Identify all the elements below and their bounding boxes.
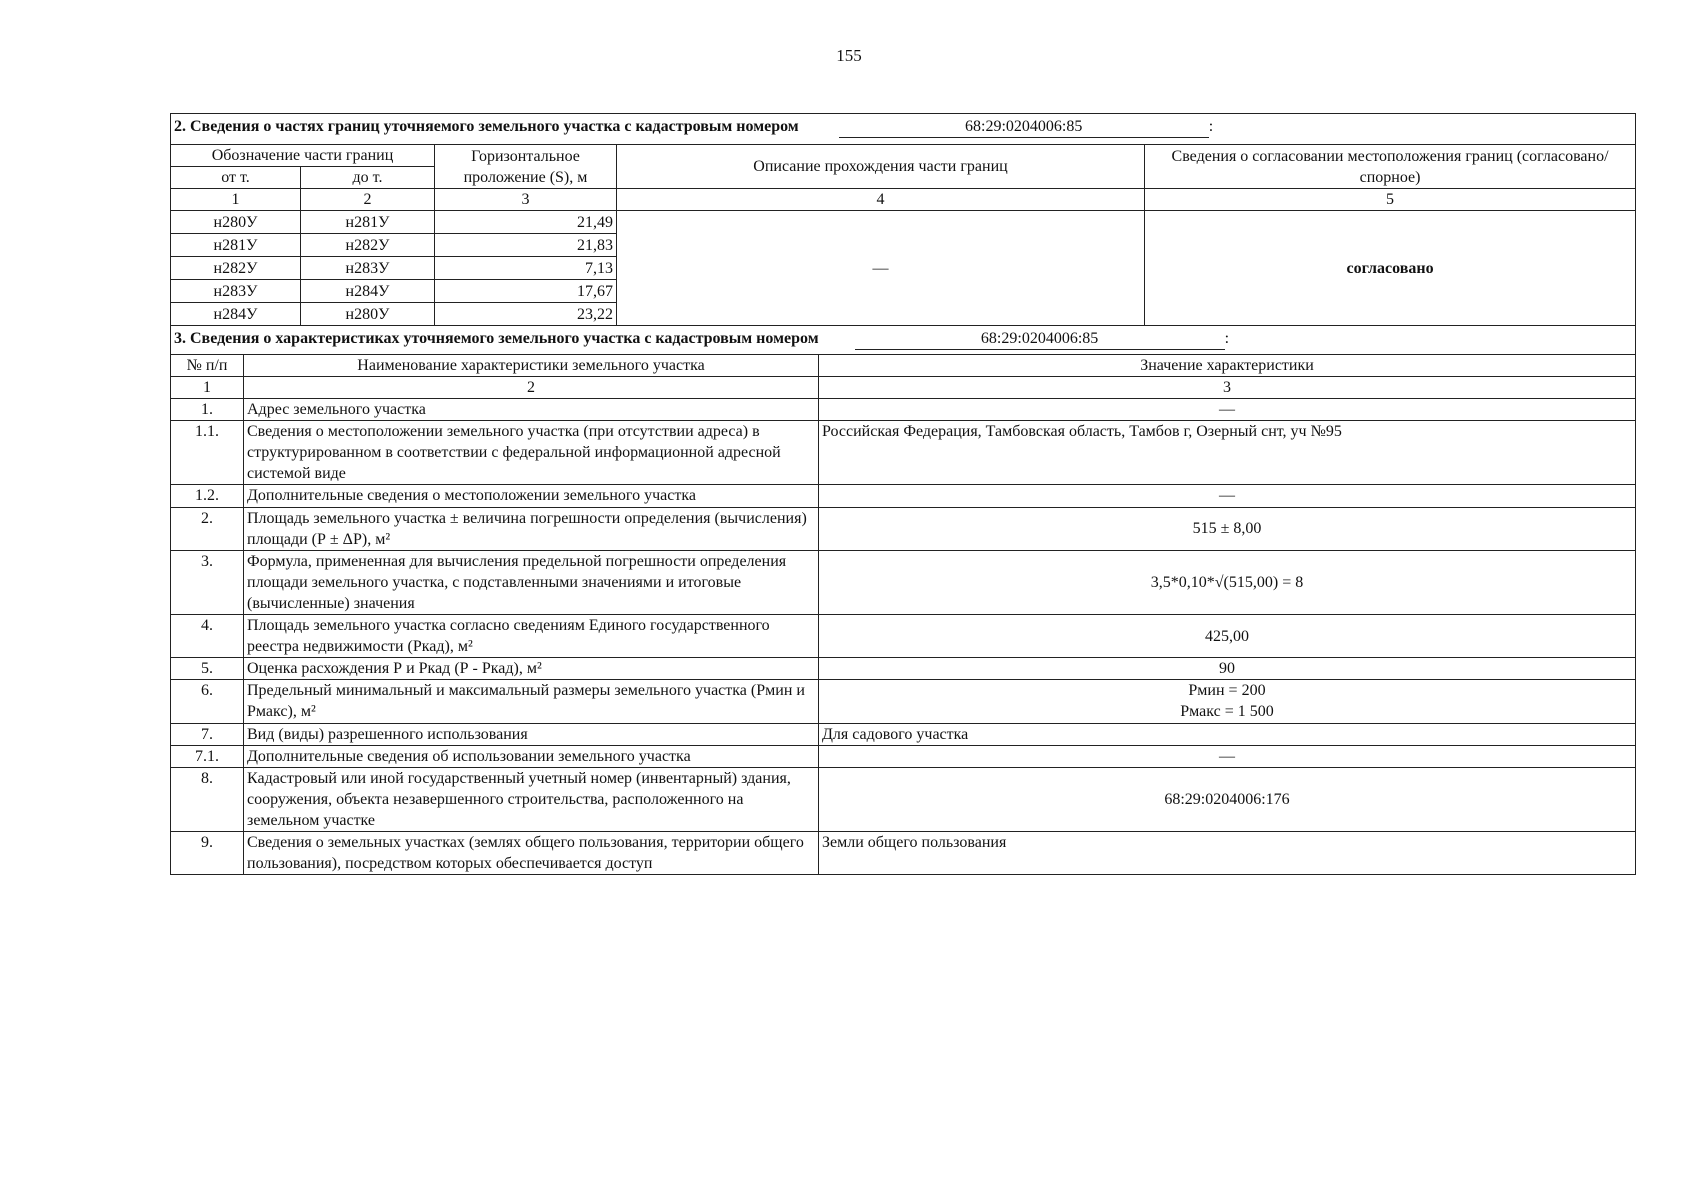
table-row bbox=[171, 211, 1636, 234]
point-from: н282У bbox=[171, 257, 301, 280]
characteristic-name: Площадь земельного участка ± величина погрешности определения (вычисления) площади (Р ± ΔР), м² bbox=[244, 507, 819, 550]
description-value: — bbox=[617, 211, 1145, 326]
point-to: н280У bbox=[301, 303, 435, 326]
characteristic-value: 90 bbox=[819, 658, 1636, 680]
section-2-title-row bbox=[171, 114, 1636, 145]
characteristic-name: Адрес земельного участка bbox=[244, 398, 819, 420]
table-row bbox=[171, 507, 1636, 550]
row-number: 2. bbox=[171, 507, 244, 550]
table-row bbox=[171, 745, 1636, 767]
point-from: н284У bbox=[171, 303, 301, 326]
section-2-header-row-1 bbox=[171, 145, 1636, 167]
page-number: 155 bbox=[836, 46, 862, 65]
point-to: н284У bbox=[301, 280, 435, 303]
characteristic-name: Дополнительные сведения о местоположении земельного участка bbox=[244, 485, 819, 507]
row-number: 1.1. bbox=[171, 421, 244, 485]
header-length: Горизонтальное проложение (S), м bbox=[435, 145, 617, 189]
row-number: 8. bbox=[171, 767, 244, 831]
row-number: 1. bbox=[171, 398, 244, 420]
col-number-4: 4 bbox=[617, 189, 1145, 211]
characteristic-name: Дополнительные сведения об использовании земельного участка bbox=[244, 745, 819, 767]
characteristic-value: Для садового участка bbox=[819, 723, 1636, 745]
length-value: 23,22 bbox=[435, 303, 617, 326]
section-3-column-numbers bbox=[171, 376, 1636, 398]
row-number: 1.2. bbox=[171, 485, 244, 507]
header-parts: Обозначение части границ bbox=[171, 145, 435, 167]
characteristic-value: Земли общего пользования bbox=[819, 832, 1636, 875]
table-row bbox=[171, 723, 1636, 745]
characteristic-value-pair bbox=[819, 680, 1636, 723]
section-2-colon: : bbox=[1208, 118, 1214, 135]
table-row bbox=[171, 550, 1636, 614]
header-value: Значение характеристики bbox=[819, 354, 1636, 376]
characteristic-name: Сведения о местоположении земельного участка (при отсутствии адреса) в структурированном в соответствии с федеральной информационной адресной системой виде bbox=[244, 421, 819, 485]
table-row bbox=[171, 398, 1636, 420]
section-2-table bbox=[170, 113, 1636, 326]
row-number: 7. bbox=[171, 723, 244, 745]
characteristic-name: Предельный минимальный и максимальный размеры земельного участка (Рмин и Рмакс), м² bbox=[244, 680, 819, 723]
table-row bbox=[171, 832, 1636, 875]
section-3-title-cell bbox=[171, 325, 1636, 354]
header-to: до т. bbox=[301, 167, 435, 189]
section-2-table-wrapper bbox=[170, 113, 1635, 875]
characteristic-value: — bbox=[819, 485, 1636, 507]
characteristic-name: Формула, примененная для вычисления предельной погрешности определения площади земельного участка, с подставленными значениями и итоговые (вычисленные) значения bbox=[244, 550, 819, 614]
section-2-title-cell bbox=[171, 114, 1636, 145]
section-3-title-row bbox=[171, 325, 1636, 354]
col-number-1: 1 bbox=[171, 189, 301, 211]
characteristic-value: 425,00 bbox=[819, 615, 1636, 658]
agreement-value: согласовано bbox=[1145, 211, 1636, 326]
point-from: н283У bbox=[171, 280, 301, 303]
table-row bbox=[171, 680, 1636, 723]
section-3-table bbox=[170, 325, 1636, 876]
characteristic-value: — bbox=[819, 745, 1636, 767]
point-to: н282У bbox=[301, 234, 435, 257]
characteristic-value: 3,5*0,10*√(515,00) = 8 bbox=[819, 550, 1636, 614]
point-from: н280У bbox=[171, 211, 301, 234]
length-value: 7,13 bbox=[435, 257, 617, 280]
row-number: 5. bbox=[171, 658, 244, 680]
characteristic-value: 515 ± 8,00 bbox=[819, 507, 1636, 550]
point-to: н281У bbox=[301, 211, 435, 234]
table-row bbox=[171, 615, 1636, 658]
header-num: № п/п bbox=[171, 354, 244, 376]
characteristic-name: Кадастровый или иной государственный учетный номер (инвентарный) здания, сооружения, объекта незавершенного строительства, расположенного на земельном участке bbox=[244, 767, 819, 831]
max-size-value: Рмакс = 1 500 bbox=[1180, 703, 1274, 721]
section-2-column-numbers bbox=[171, 189, 1636, 211]
characteristic-name: Вид (виды) разрешенного использования bbox=[244, 723, 819, 745]
header-description: Описание прохождения части границ bbox=[617, 145, 1145, 189]
length-value: 21,83 bbox=[435, 234, 617, 257]
section-3-cadastral-number: 68:29:0204006:85 bbox=[855, 328, 1225, 350]
point-to: н283У bbox=[301, 257, 435, 280]
characteristic-name: Сведения о земельных участках (землях общего пользования, территории общего пользования), посредством которых обеспечивается доступ bbox=[244, 832, 819, 875]
point-from: н281У bbox=[171, 234, 301, 257]
characteristic-value: Российская Федерация, Тамбовская область, Тамбов г, Озерный снт, уч №95 bbox=[819, 421, 1636, 485]
header-name: Наименование характеристики земельного участка bbox=[244, 354, 819, 376]
col-number-5: 5 bbox=[1145, 189, 1636, 211]
row-number: 9. bbox=[171, 832, 244, 875]
table-row bbox=[171, 485, 1636, 507]
col-number-2: 2 bbox=[301, 189, 435, 211]
length-value: 17,67 bbox=[435, 280, 617, 303]
section-3-header-row bbox=[171, 354, 1636, 376]
section-3-title: 3. Сведения о характеристиках уточняемого земельного участка с кадастровым номером bbox=[174, 329, 819, 347]
section-2-cadastral-number: 68:29:0204006:85 bbox=[839, 116, 1209, 138]
col-number-2: 2 bbox=[244, 376, 819, 398]
row-number: 3. bbox=[171, 550, 244, 614]
row-number: 7.1. bbox=[171, 745, 244, 767]
row-number: 4. bbox=[171, 615, 244, 658]
col-number-1: 1 bbox=[171, 376, 244, 398]
characteristic-value: — bbox=[819, 398, 1636, 420]
length-value: 21,49 bbox=[435, 211, 617, 234]
col-number-3: 3 bbox=[819, 376, 1636, 398]
characteristic-name: Площадь земельного участка согласно сведениям Единого государственного реестра недвижимости (Ркад), м² bbox=[244, 615, 819, 658]
table-row bbox=[171, 658, 1636, 680]
section-3-colon: : bbox=[1224, 329, 1230, 347]
section-2-title: 2. Сведения о частях границ уточняемого земельного участка с кадастровым номером bbox=[174, 118, 799, 135]
row-number: 6. bbox=[171, 680, 244, 723]
characteristic-value: 68:29:0204006:176 bbox=[819, 767, 1636, 831]
characteristic-name: Оценка расхождения Р и Ркад (Р - Ркад), м² bbox=[244, 658, 819, 680]
table-row bbox=[171, 421, 1636, 485]
header-from: от т. bbox=[171, 167, 301, 189]
col-number-3: 3 bbox=[435, 189, 617, 211]
min-size-value: Рмин = 200 bbox=[1188, 682, 1266, 700]
table-row bbox=[171, 767, 1636, 831]
header-agreement: Сведения о согласовании местоположения границ (согласовано/спорное) bbox=[1145, 145, 1636, 189]
